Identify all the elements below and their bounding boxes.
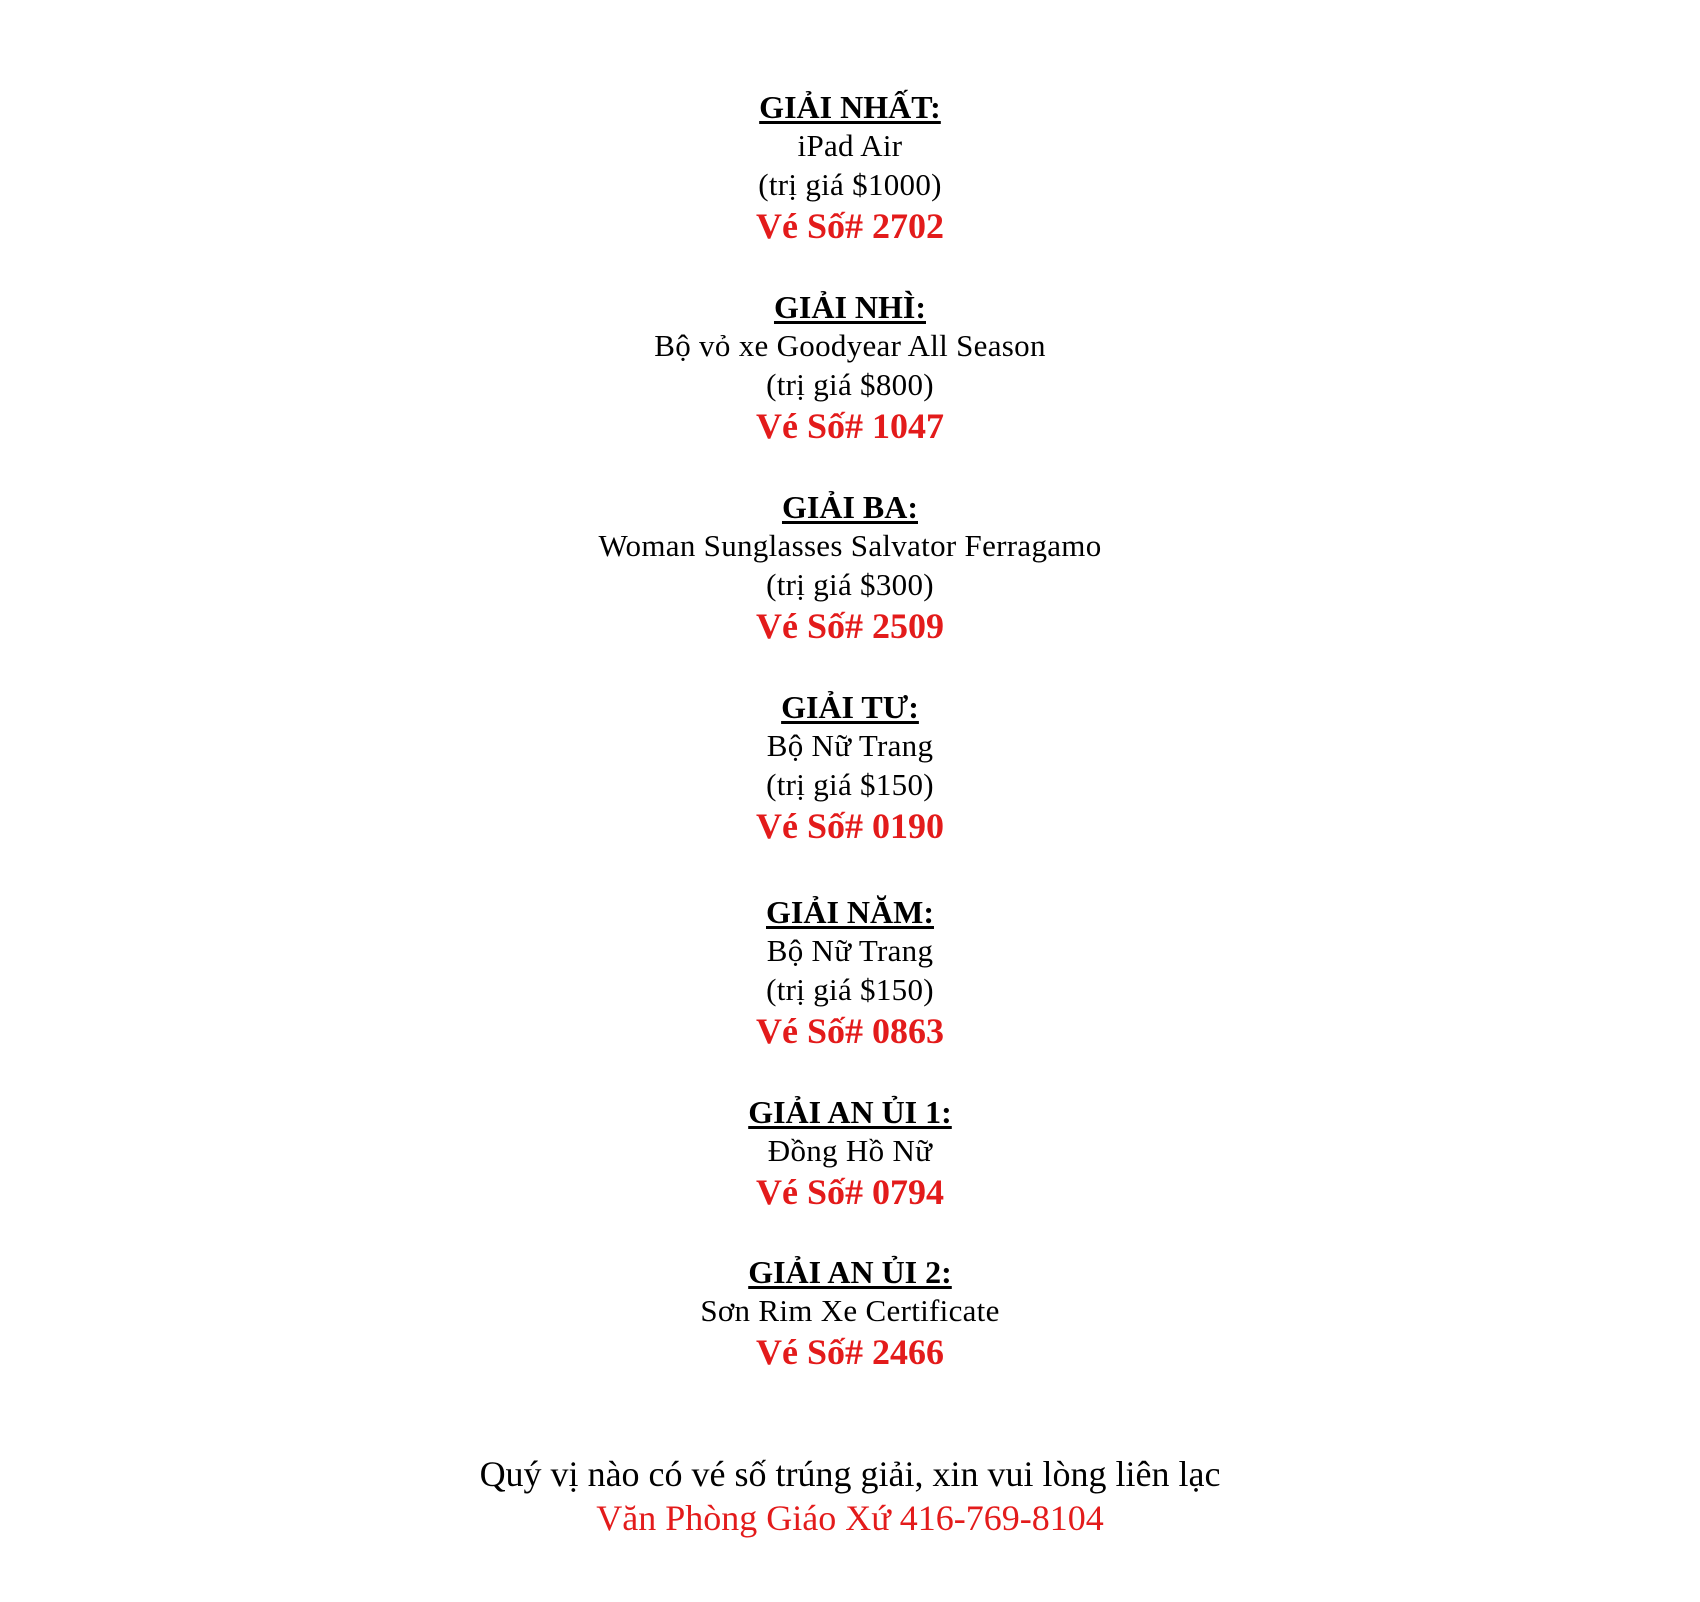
ticket-number — [0, 1330, 1700, 1374]
prize-3 — [0, 488, 1700, 648]
prize-2 — [0, 288, 1700, 448]
prize-value: (trị giá $150) — [766, 972, 934, 1007]
ticket-number — [0, 1009, 1700, 1053]
ticket-digits: 0863 — [872, 1011, 944, 1051]
prize-title: GIẢI TƯ: — [781, 689, 919, 725]
prize-title: GIẢI NĂM: — [766, 894, 934, 930]
prize-4 — [0, 688, 1700, 848]
consolation-prize-1 — [0, 1093, 1700, 1214]
ticket-number — [0, 204, 1700, 248]
ticket-digits: 0794 — [872, 1172, 944, 1212]
prize-value: (trị giá $800) — [766, 367, 934, 402]
prize-title: GIẢI AN ỦI 1: — [748, 1094, 952, 1130]
ticket-digits: 2466 — [872, 1332, 944, 1372]
ticket-prefix: Vé Số# — [756, 206, 863, 246]
ticket-number — [0, 604, 1700, 648]
prize-1 — [0, 88, 1700, 248]
ticket-prefix: Vé Số# — [756, 806, 863, 846]
ticket-prefix: Vé Số# — [756, 1011, 863, 1051]
ticket-digits: 2702 — [872, 206, 944, 246]
ticket-prefix: Vé Số# — [756, 1332, 863, 1372]
parish-office-phone: Văn Phòng Giáo Xứ 416-769-8104 — [596, 1498, 1104, 1538]
ticket-prefix: Vé Số# — [756, 406, 863, 446]
ticket-prefix: Vé Số# — [756, 1172, 863, 1212]
prize-title: GIẢI NHÌ: — [773, 289, 926, 325]
ticket-digits: 1047 — [872, 406, 944, 446]
contact-footer — [0, 1452, 1700, 1540]
ticket-prefix: Vé Số# — [756, 606, 863, 646]
ticket-number — [0, 1170, 1700, 1214]
contact-instruction: Quý vị nào có vé số trúng giải, xin vui lòng liên lạc — [479, 1454, 1221, 1494]
prize-item: Đồng Hồ Nữ — [767, 1133, 933, 1168]
prize-item: Woman Sunglasses Salvator Ferragamo — [598, 528, 1102, 563]
prize-item: iPad Air — [797, 128, 903, 163]
prize-value: (trị giá $300) — [766, 567, 934, 602]
prize-item: Sơn Rim Xe Certificate — [700, 1293, 1000, 1328]
prize-value: (trị giá $1000) — [758, 167, 942, 202]
prize-item: Bộ Nữ Trang — [766, 728, 934, 763]
ticket-digits: 2509 — [872, 606, 944, 646]
prize-title: GIẢI BA: — [781, 489, 918, 525]
prize-5 — [0, 893, 1700, 1053]
prize-value: (trị giá $150) — [766, 767, 934, 802]
ticket-number — [0, 404, 1700, 448]
prize-title: GIẢI NHẤT: — [759, 89, 941, 125]
consolation-prize-2 — [0, 1253, 1700, 1374]
ticket-digits: 0190 — [872, 806, 944, 846]
prize-item: Bộ Nữ Trang — [766, 933, 934, 968]
ticket-number — [0, 804, 1700, 848]
prize-item: Bộ vỏ xe Goodyear All Season — [654, 328, 1046, 363]
prize-title: GIẢI AN ỦI 2: — [748, 1254, 952, 1290]
